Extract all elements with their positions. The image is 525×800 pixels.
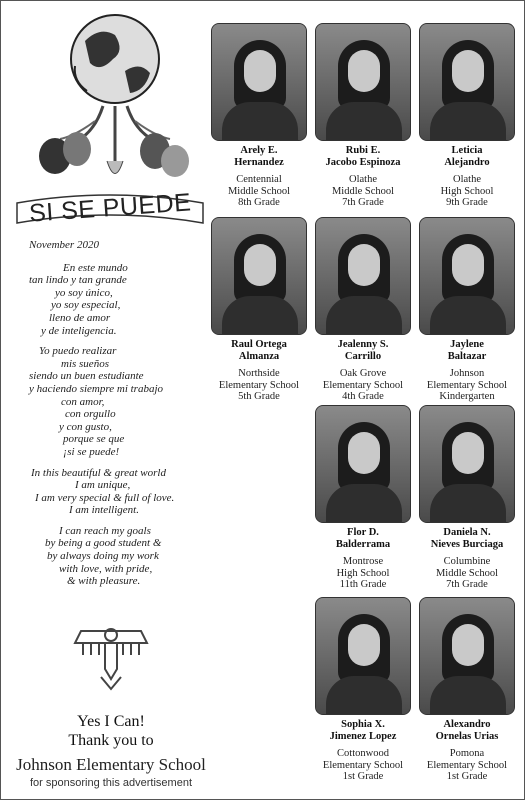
student-photo bbox=[315, 217, 411, 335]
student-school-line2: Elementary School bbox=[322, 759, 404, 771]
poem-stanza-4 bbox=[29, 525, 209, 588]
poem-line: tan lindo y tan grande bbox=[29, 274, 127, 287]
poem-line: lleno de amor bbox=[49, 311, 111, 324]
student-grade: 1st Grade bbox=[446, 771, 488, 782]
student-grade: 9th Grade bbox=[446, 197, 488, 208]
student-card bbox=[417, 217, 517, 403]
poem-line: porque se que bbox=[63, 433, 125, 446]
student-card bbox=[313, 23, 413, 209]
student-school-line1: Olathe bbox=[453, 174, 481, 185]
student-name-line2: Alejandro bbox=[444, 157, 490, 168]
student-card bbox=[313, 405, 413, 591]
poem-line: & with pleasure. bbox=[67, 575, 141, 588]
sponsor-school-name: Johnson Elementary School bbox=[16, 755, 206, 774]
student-card bbox=[417, 23, 517, 209]
student-school-line1: Montrose bbox=[342, 556, 384, 567]
student-grade: 4th Grade bbox=[342, 391, 384, 402]
poem-line: y de inteligencia. bbox=[41, 324, 117, 337]
student-card bbox=[209, 217, 309, 403]
sponsor-note: for sponsoring this advertisement bbox=[29, 777, 193, 789]
student-name-line1: Jealenny S. bbox=[337, 339, 389, 350]
student-school-line1: Olathe bbox=[349, 174, 377, 185]
student-photo bbox=[419, 217, 515, 335]
poem-line: In this beautiful & great world bbox=[31, 466, 166, 479]
student-photo bbox=[419, 405, 515, 523]
poem-line: with love, with pride, bbox=[59, 562, 153, 575]
student-photo bbox=[211, 217, 307, 335]
thank-you-text: Thank you to bbox=[68, 732, 154, 749]
poem-stanza-2 bbox=[29, 345, 209, 458]
poem-line: y con gusto, bbox=[59, 420, 112, 433]
student-name-line1: Rubi E. bbox=[345, 145, 381, 156]
student-name-line2: Balderrama bbox=[335, 539, 391, 550]
student-school-line1: Columbine bbox=[443, 556, 491, 567]
student-card bbox=[313, 597, 413, 783]
student-school-line1: Johnson bbox=[449, 368, 485, 379]
poem-line: En este mundo bbox=[63, 261, 128, 274]
poem-line: y haciendo siempre mi trabajo bbox=[29, 382, 164, 395]
student-school-line1: Centennial bbox=[236, 174, 282, 185]
student-name-line2: Baltazar bbox=[447, 351, 487, 362]
sponsor-thanks bbox=[11, 713, 211, 789]
student-school-line2: Elementary School bbox=[426, 759, 508, 771]
student-name-line2: Hernandez bbox=[234, 157, 284, 168]
banner-text: SI SE PUEDE bbox=[28, 188, 193, 228]
student-grade: 7th Grade bbox=[446, 579, 488, 590]
student-name-line2: Jimenez Lopez bbox=[329, 731, 397, 742]
student-name-line1: Leticia bbox=[451, 145, 483, 156]
yes-i-can-text: Yes I Can! bbox=[77, 713, 145, 730]
poem-line: by being a good student & bbox=[45, 537, 162, 550]
student-grade: 7th Grade bbox=[342, 197, 384, 208]
student-grade: 5th Grade bbox=[238, 391, 280, 402]
student-photo bbox=[419, 597, 515, 715]
student-school-line1: Oak Grove bbox=[339, 368, 387, 379]
student-school-line2: High School bbox=[440, 185, 494, 197]
student-name-line1: Alexandro bbox=[443, 719, 491, 730]
student-school-line1: Cottonwood bbox=[337, 748, 389, 759]
poem-date: November 2020 bbox=[29, 239, 99, 251]
student-name-line1: Sophia X. bbox=[341, 719, 385, 730]
student-school-line2: Elementary School bbox=[218, 379, 300, 391]
student-name-line1: Daniela N. bbox=[443, 527, 491, 538]
poem-line: by always doing my work bbox=[47, 550, 159, 563]
poem-line: I am very special & full of love. bbox=[35, 491, 175, 504]
student-school-line2: Elementary School bbox=[322, 379, 404, 391]
student-name-line2: Ornelas Urias bbox=[435, 731, 499, 742]
student-card bbox=[209, 23, 309, 209]
poem-line: ¡si se puede! bbox=[63, 445, 120, 458]
student-card bbox=[417, 405, 517, 591]
poem-line: mis sueños bbox=[61, 357, 109, 370]
student-name-line2: Nieves Burciaga bbox=[430, 539, 504, 550]
student-card bbox=[313, 217, 413, 403]
poem-line: con orgullo bbox=[65, 408, 116, 421]
poem-line: I am intelligent. bbox=[69, 504, 139, 517]
student-name-line1: Flor D. bbox=[347, 527, 379, 538]
student-name-line2: Almanza bbox=[238, 351, 280, 362]
student-grade: 8th Grade bbox=[238, 197, 280, 208]
student-photo bbox=[315, 597, 411, 715]
student-name-line2: Jacobo Espinoza bbox=[325, 157, 401, 168]
poem-line: yo soy único, bbox=[55, 286, 113, 299]
student-grade: 1st Grade bbox=[342, 771, 384, 782]
student-photo bbox=[419, 23, 515, 141]
student-school-line2: Elementary School bbox=[426, 379, 508, 391]
student-name-line1: Jaylene bbox=[450, 339, 484, 350]
poem-stanza-3 bbox=[29, 467, 209, 517]
student-name-line2: Carrillo bbox=[344, 351, 382, 362]
poem-line: Yo puedo realizar bbox=[39, 345, 117, 358]
student-school-line2: High School bbox=[336, 567, 390, 579]
student-school-line2: Middle School bbox=[435, 567, 499, 579]
student-photo bbox=[315, 405, 411, 523]
student-school-line2: Middle School bbox=[227, 185, 291, 197]
student-name-line1: Raul Ortega bbox=[231, 339, 287, 350]
poem-line: con amor, bbox=[61, 395, 105, 408]
student-card bbox=[417, 597, 517, 783]
student-school-line1: Pomona bbox=[449, 748, 485, 759]
poem bbox=[29, 239, 209, 596]
student-grade: 11th Grade bbox=[339, 579, 387, 590]
poem-line: I am unique, bbox=[75, 479, 131, 492]
student-school-line2: Middle School bbox=[331, 185, 395, 197]
poem-stanza-1 bbox=[29, 262, 209, 338]
poem-line: yo soy especial, bbox=[51, 299, 121, 312]
student-grade: Kindergarten bbox=[439, 391, 495, 402]
poem-line: siendo un buen estudiante bbox=[29, 370, 144, 383]
student-school-line1: Northside bbox=[238, 368, 280, 379]
student-photo bbox=[315, 23, 411, 141]
poem-line: I can reach my goals bbox=[59, 524, 151, 537]
student-name-line1: Arely E. bbox=[240, 145, 278, 156]
student-photo bbox=[211, 23, 307, 141]
thunderbird-logo-icon bbox=[61, 613, 161, 693]
